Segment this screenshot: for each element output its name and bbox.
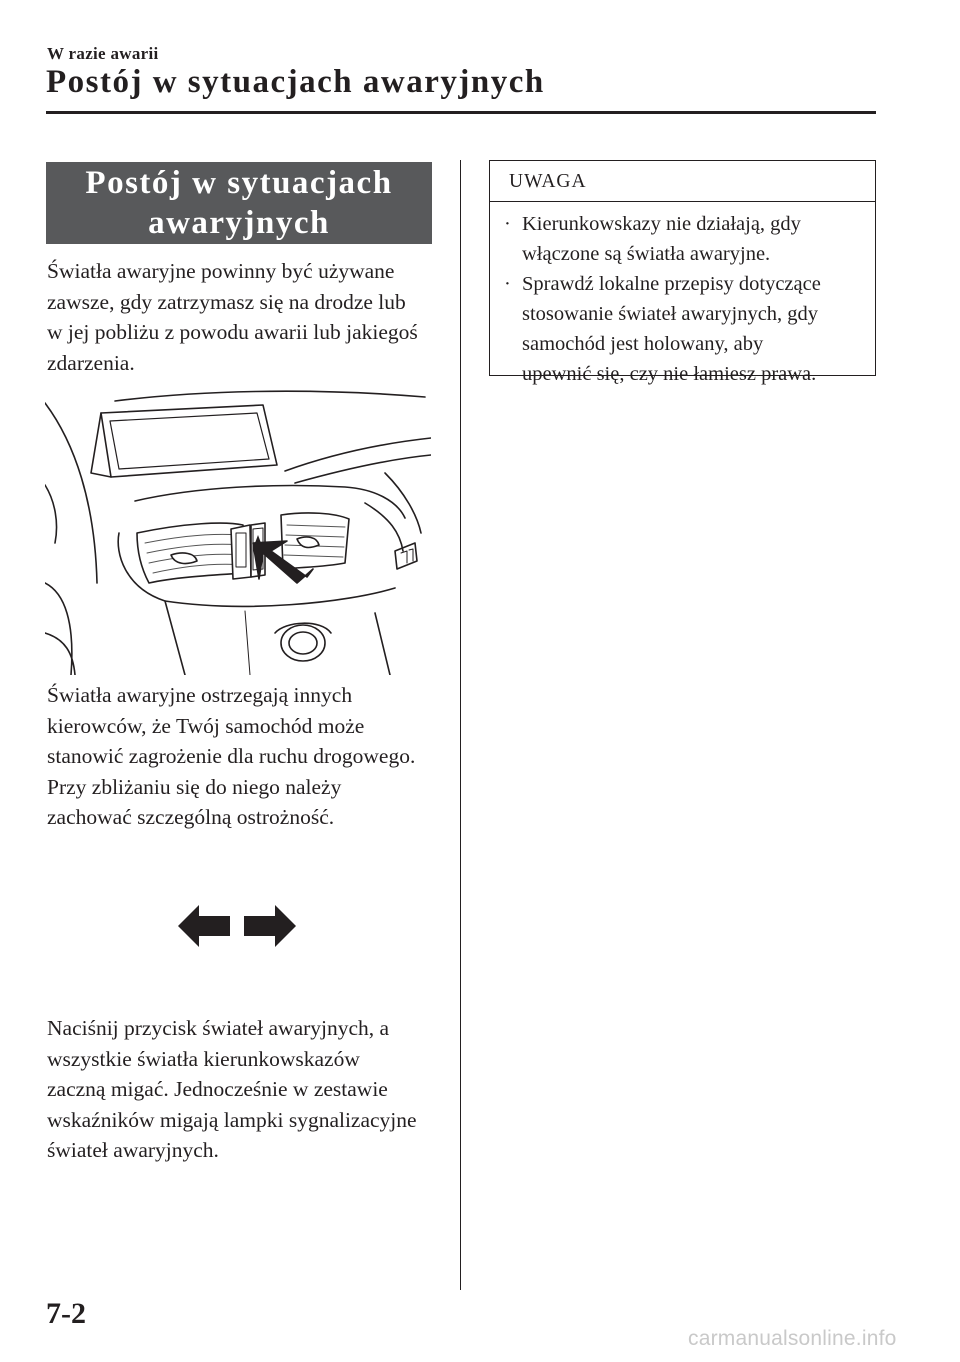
text-line: wskaźników migają lampki sygnalizacyjne (47, 1107, 417, 1132)
text-line: zawsze, gdy zatrzymasz się na drodze lub (47, 289, 406, 314)
paragraph-warning (47, 680, 447, 833)
text-line: Kierunkowskazy nie działają, gdy (522, 213, 801, 235)
section-heading-line2: awaryjnych (148, 205, 330, 241)
text-line: Sprawdź lokalne przepisy dotyczące (522, 273, 821, 295)
left-arrow-icon (178, 905, 230, 947)
column-divider (460, 160, 461, 1290)
note-title: UWAGA (509, 171, 587, 192)
bullet-dot: · (504, 273, 511, 295)
watermark: carmanualsonline.info (688, 1327, 897, 1350)
text-line: zachować szczególną ostrożność. (47, 805, 335, 829)
note-bullet (504, 209, 864, 269)
text-line: kierowców, że Twój samochód może (47, 713, 365, 738)
text-line: Przy zbliżaniu się do niego należy (47, 774, 342, 799)
note-bullet (504, 269, 864, 389)
text-line: świateł awaryjnych. (47, 1138, 219, 1162)
paragraph-instruction (47, 1013, 447, 1166)
dashboard-hazard-button-illustration (45, 383, 431, 675)
turn-signal-arrows-icon (178, 905, 296, 947)
text-line: Światła awaryjne powinny być używane (47, 259, 395, 283)
note-divider (490, 201, 875, 202)
bullet-dot: · (504, 213, 511, 235)
page-title: Postój w sytuacjach awaryjnych (46, 64, 545, 100)
paragraph-intro (47, 256, 447, 378)
header-rule (46, 111, 876, 114)
text-line: wszystkie światła kierunkowskazów (47, 1046, 360, 1071)
text-line: stosowanie świateł awaryjnych, gdy (522, 303, 819, 325)
text-line: włączone są światła awaryjne. (522, 243, 771, 265)
text-line: stanowić zagrożenie dla ruchu drogowego. (47, 744, 416, 768)
right-arrow-icon (244, 905, 296, 947)
text-line: upewnić się, czy nie łamiesz prawa. (522, 363, 817, 385)
text-line: zaczną migać. Jednocześnie w zestawie (47, 1077, 388, 1101)
section-heading-line1: Postój w sytuacjach (85, 165, 393, 201)
text-line: samochód jest holowany, aby (522, 333, 764, 355)
section-heading (46, 162, 432, 244)
text-line: zdarzenia. (47, 350, 135, 375)
note-box (489, 160, 876, 385)
text-line: Naciśnij przycisk świateł awaryjnych, a (47, 1016, 390, 1040)
chapter-label: W razie awarii (47, 44, 159, 63)
text-line: w jej pobliżu z powodu awarii lub jakiegoś (47, 320, 418, 344)
page-number: 7-2 (46, 1297, 86, 1330)
text-line: Światła awaryjne ostrzegają innych (47, 683, 353, 707)
